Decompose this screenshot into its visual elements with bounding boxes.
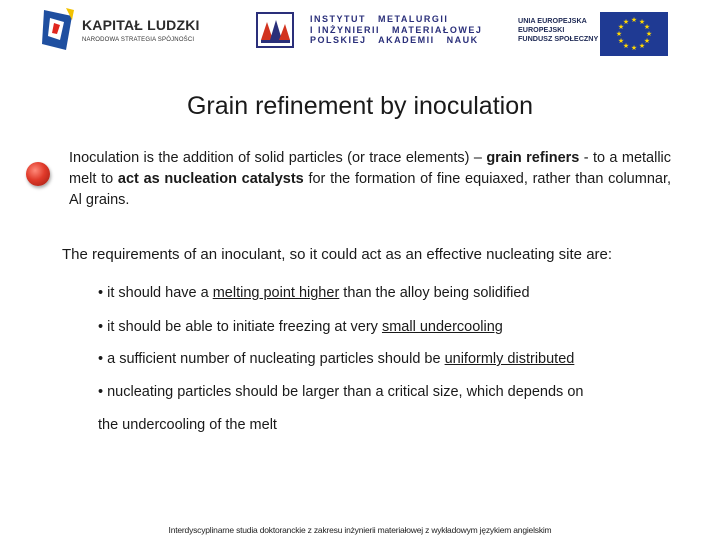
- requirements-heading: The requirements of an inoculant, so it could act as an effective nucleating site are:: [62, 246, 613, 263]
- eu-line1: UNIA EUROPEJSKA: [518, 16, 587, 25]
- list-item-underlined: uniformly distributed: [444, 351, 575, 367]
- institute-name-line2: I INŻYNIERII MATERIAŁOWEJ: [310, 24, 483, 35]
- svg-text:★: ★: [615, 30, 623, 38]
- institute-emblem-icon: [256, 12, 294, 48]
- kapital-ludzki-title: KAPITAŁ LUDZKI: [82, 17, 200, 33]
- institute-name: [310, 14, 482, 46]
- svg-text:★: ★: [617, 23, 625, 31]
- svg-text:★: ★: [630, 44, 638, 52]
- intro-bold-nucleation: act as nucleation catalysts: [117, 171, 304, 187]
- list-item: [98, 384, 583, 400]
- svg-text:★: ★: [638, 42, 646, 50]
- list-item: [98, 285, 530, 301]
- svg-text:★: ★: [643, 37, 651, 45]
- list-item: [98, 417, 277, 433]
- intro-text-3: for the formation of fine equiaxed, rather than columnar, Al grains.: [69, 171, 671, 208]
- slide-title: Grain refinement by inoculation: [186, 92, 534, 120]
- list-item-post: than the alloy being solidified: [339, 285, 530, 301]
- svg-text:★: ★: [630, 16, 638, 24]
- eu-line3: FUNDUSZ SPOŁECZNY: [518, 34, 599, 43]
- list-item-underlined: melting point higher: [212, 285, 340, 301]
- institute-name-line3: POLSKIEJ AKADEMII NAUK: [310, 35, 479, 45]
- svg-text:★: ★: [643, 23, 651, 31]
- svg-text:★: ★: [617, 37, 625, 45]
- svg-text:★: ★: [622, 42, 630, 50]
- list-item: [98, 319, 503, 335]
- intro-bold-grain-refiners: grain refiners: [486, 150, 580, 166]
- kapital-ludzki-logo: [40, 6, 200, 56]
- intro-text-1: Inoculation is the addition of solid particles (or trace elements) –: [69, 150, 487, 166]
- intro-paragraph: [69, 148, 671, 211]
- eu-line2: EUROPEJSKI: [518, 25, 565, 34]
- institute-logo: [256, 12, 483, 50]
- institute-name-line1: INSTYTUT METALURGII: [310, 14, 449, 24]
- svg-text:★: ★: [645, 30, 653, 38]
- eu-logo: [514, 8, 660, 56]
- list-item-underlined: small undercooling: [381, 319, 503, 335]
- list-item-pre: • nucleating particles should be larger than a critical size, which depends on: [98, 384, 584, 400]
- kapital-ludzki-subtitle: NARODOWA STRATEGIA SPÓJNOŚCI: [82, 37, 195, 43]
- list-item-pre: • it should be able to initiate freezing at very: [98, 319, 382, 335]
- intro-text-2: - to a metallic melt to: [69, 150, 672, 187]
- list-item-pre: • a sufficient number of nucleating particles should be: [98, 351, 445, 367]
- svg-text:★: ★: [638, 18, 646, 26]
- footer-text: Interdyscyplinarne studia doktoranckie z zakresu inżynierii materiałowej z wykładowym językiem angielskim: [168, 525, 552, 535]
- list-item-pre: the undercooling of the melt: [98, 417, 277, 433]
- red-bullet-icon: [26, 162, 50, 186]
- list-item: [98, 351, 574, 367]
- eu-text: [518, 16, 598, 43]
- list-item-pre: • it should have a: [98, 285, 213, 301]
- svg-text:★: ★: [622, 18, 630, 26]
- eu-flag-icon: [600, 12, 668, 56]
- kapital-ludzki-emblem-icon: [40, 6, 76, 54]
